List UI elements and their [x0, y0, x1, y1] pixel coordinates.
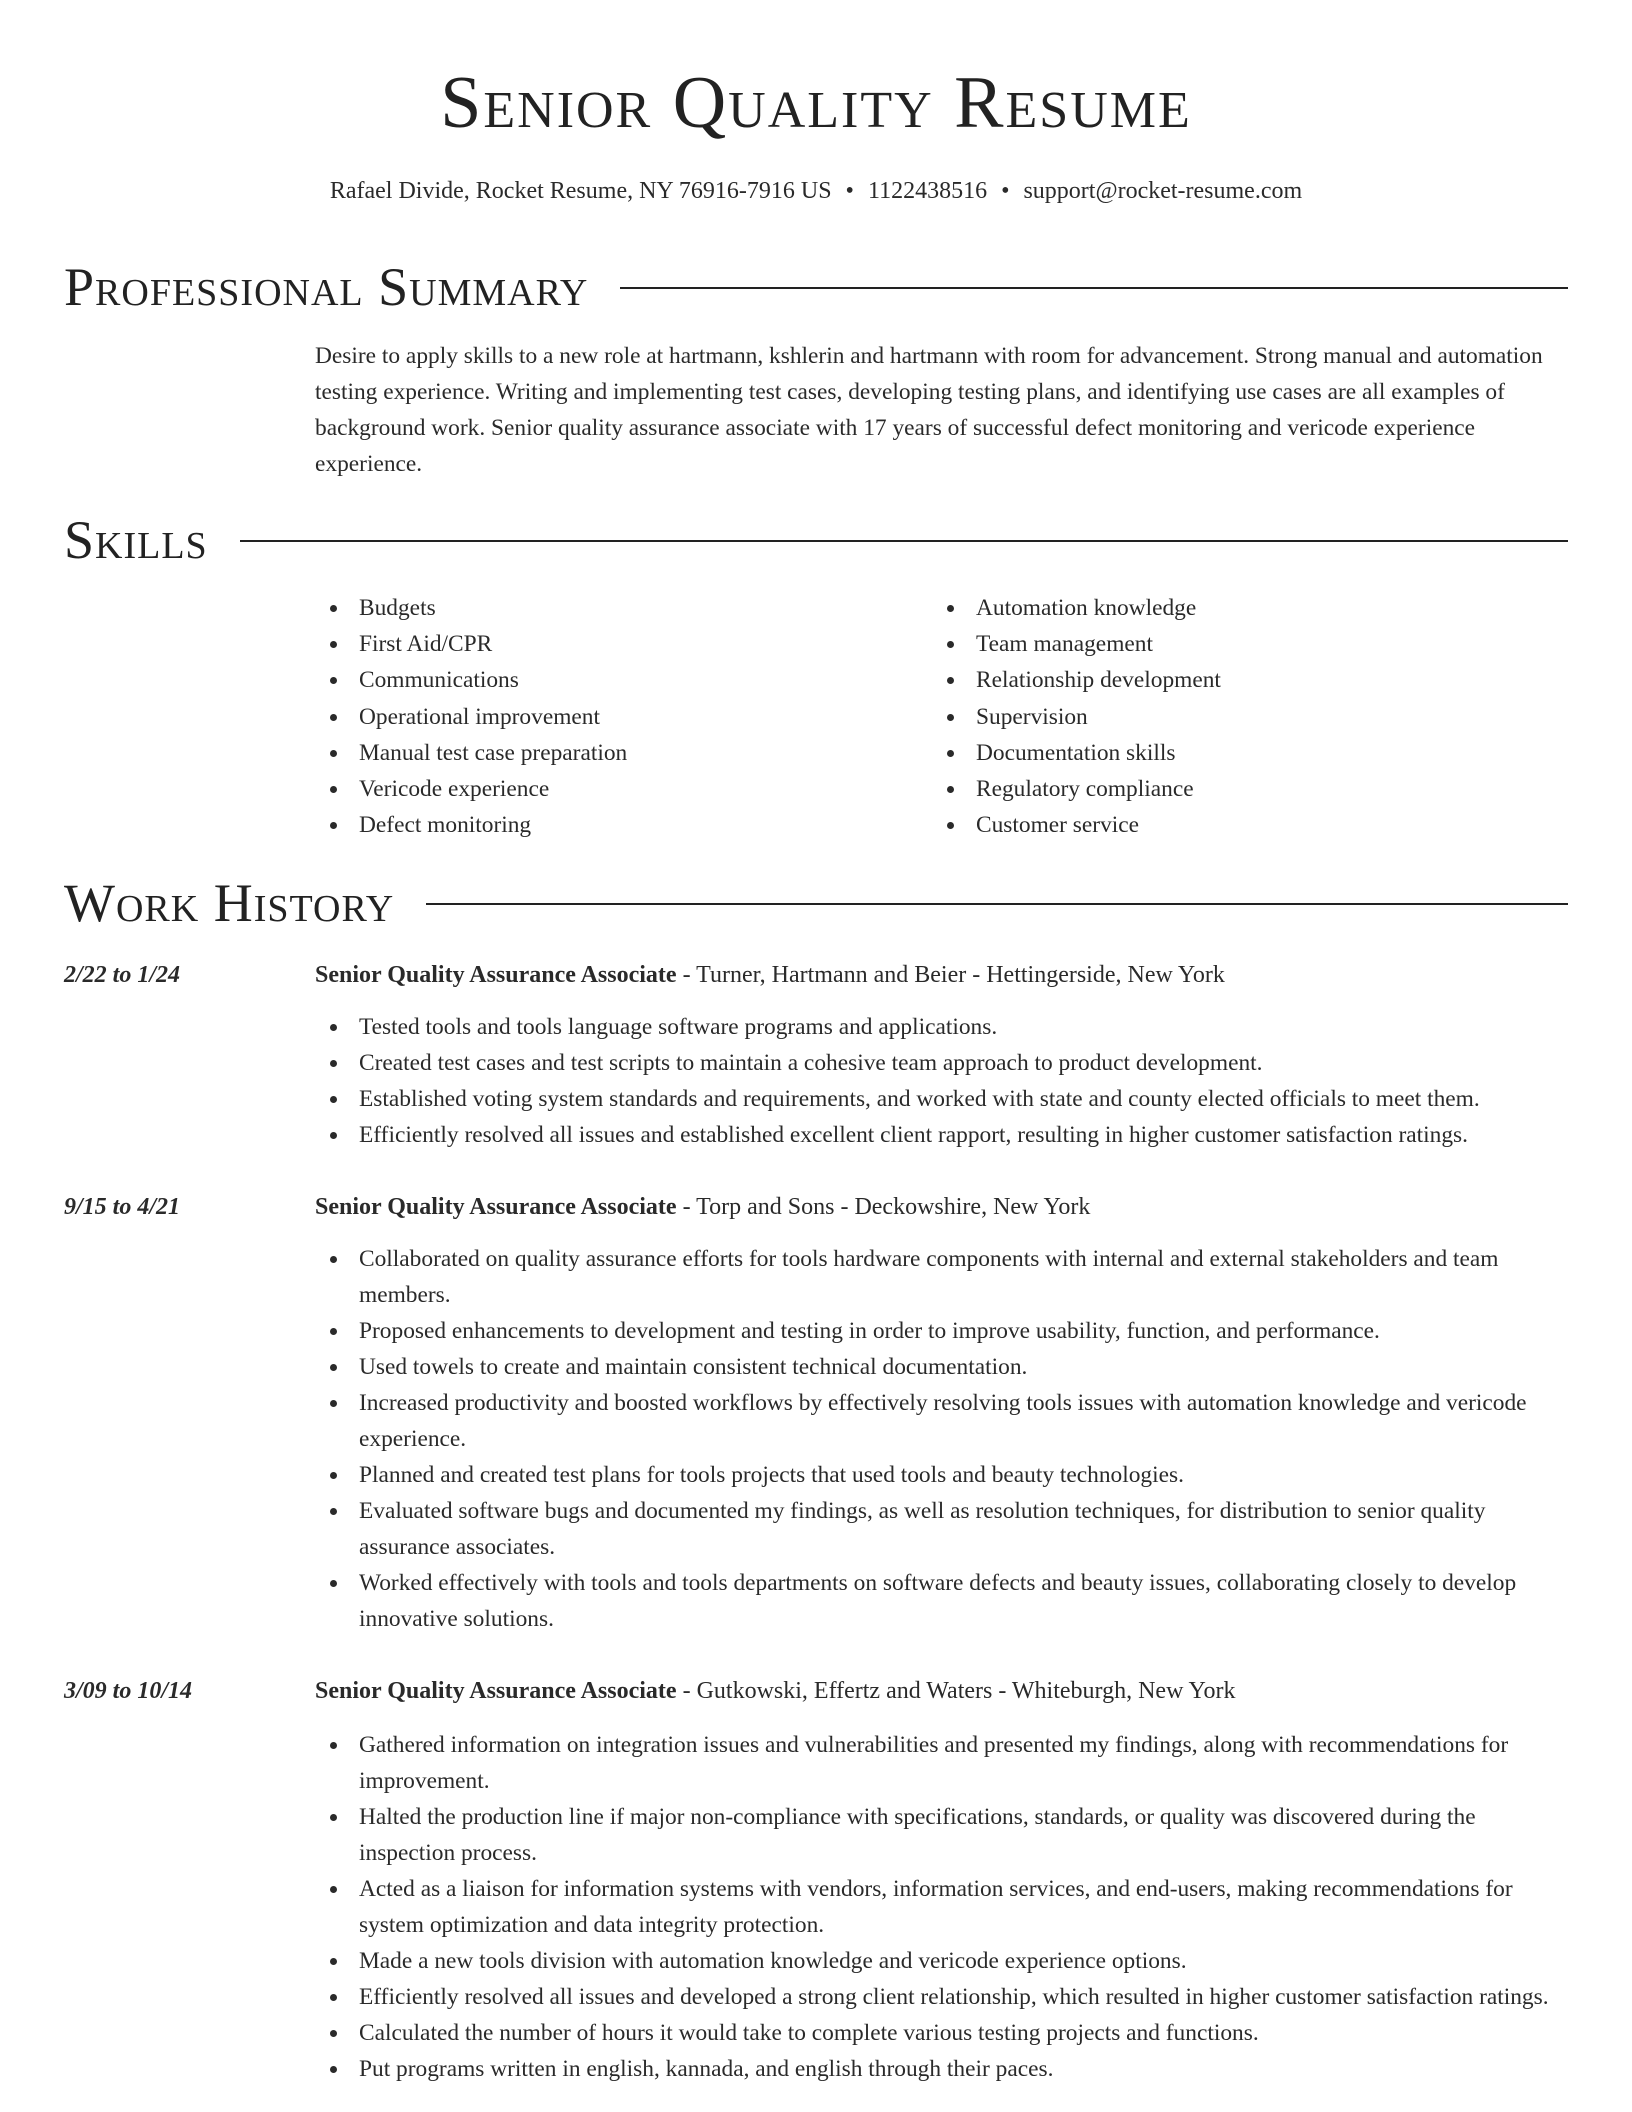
skill-item: Communications: [315, 662, 915, 698]
job-header: [315, 1673, 1235, 1709]
job-dates: 9/15 to 4/21: [64, 1194, 181, 1220]
skill-item: First Aid/CPR: [315, 626, 915, 662]
skill-item: Relationship development: [932, 662, 1532, 698]
section-title-work: Work History: [64, 873, 395, 933]
skill-item: Vericode experience: [315, 771, 915, 807]
job-bullet: Acted as a liaison for information systems with vendors, information services, and end-users, making recommendations for system optimization and data integrity protection.: [315, 1871, 1568, 1943]
skill-item: Customer service: [932, 807, 1532, 843]
job-bullet: Evaluated software bugs and documented my findings, as well as resolution techniques, for distribution to senior quality assurance associates.: [315, 1493, 1568, 1565]
job-dates: 2/22 to 1/24: [64, 962, 181, 988]
job-bullet: Put programs written in english, kannada, and english through their paces.: [315, 2051, 1568, 2087]
section-divider: [240, 540, 1568, 542]
skills-list-right: [932, 590, 1532, 843]
section-header-summary: [64, 257, 1568, 317]
job-bullet: Increased productivity and boosted workflows by effectively resolving tools issues with automation knowledge and vericode experience.: [315, 1385, 1568, 1457]
summary-text: Desire to apply skills to a new role at hartmann, kshlerin and hartmann with room for advancement. Strong manual and automation testing experience. Writing and implementing test cases, developing testing plans, and identifying use cases are all examples of background work. Senior quality assurance associate with 17 years of successful defect monitoring and vericode experience experience.: [315, 343, 1543, 477]
job-bullets: [315, 1009, 1568, 1153]
job-role: Senior Quality Assurance Associate: [315, 962, 677, 988]
job-bullet: Collaborated on quality assurance efforts for tools hardware components with internal and external stakeholders and team members.: [315, 1241, 1568, 1313]
job-bullet: Used towels to create and maintain consistent technical documentation.: [315, 1349, 1568, 1385]
skills-list-left: [315, 590, 915, 843]
job-bullets: [315, 1727, 1568, 2087]
job-bullet: Gathered information on integration issues and vulnerabilities and presented my findings, along with recommendations for improvement.: [315, 1727, 1568, 1799]
skill-item: Defect monitoring: [315, 807, 915, 843]
skill-item: Supervision: [932, 699, 1532, 735]
section-divider: [426, 903, 1568, 905]
job-bullets: [315, 1241, 1568, 1637]
job-bullet: Worked effectively with tools and tools departments on software defects and beauty issues, collaborating closely to develop innovative solutions.: [315, 1565, 1568, 1637]
section-title-summary: Professional Summary: [64, 257, 589, 317]
job-role: Senior Quality Assurance Associate: [315, 1678, 677, 1704]
job-bullet: Efficiently resolved all issues and established excellent client rapport, resulting in higher customer satisfaction ratings.: [315, 1117, 1568, 1153]
section-header-skills: [64, 510, 1568, 570]
contact-address: Rafael Divide, Rocket Resume, NY 76916-7916 US: [329, 178, 832, 204]
job-bullet: Proposed enhancements to development and testing in order to improve usability, function, and performance.: [315, 1313, 1568, 1349]
skill-item: Automation knowledge: [932, 590, 1532, 626]
skill-item: Team management: [932, 626, 1532, 662]
skill-item: Operational improvement: [315, 699, 915, 735]
job-role: Senior Quality Assurance Associate: [315, 1194, 677, 1220]
skill-item: Manual test case preparation: [315, 735, 915, 771]
job-bullet: Calculated the number of hours it would take to complete various testing projects and functions.: [315, 2015, 1568, 2051]
job-header: [315, 1189, 1090, 1225]
job-bullet: Planned and created test plans for tools projects that used tools and beauty technologies.: [315, 1457, 1568, 1493]
job-bullet: Tested tools and tools language software programs and applications.: [315, 1009, 1568, 1045]
job-bullet: Halted the production line if major non-compliance with specifications, standards, or quality was discovered during the inspection process.: [315, 1799, 1568, 1871]
job-details: - Gutkowski, Effertz and Waters - Whiteburgh, New York: [676, 1678, 1236, 1704]
job-bullet: Efficiently resolved all issues and developed a strong client relationship, which resulted in higher customer satisfaction ratings.: [315, 1979, 1568, 2015]
contact-separator: •: [845, 178, 854, 204]
contact-line: [0, 174, 1632, 208]
job-bullet: Made a new tools division with automation knowledge and vericode experience options.: [315, 1943, 1568, 1979]
job-details: - Torp and Sons - Deckowshire, New York: [676, 1194, 1091, 1220]
section-header-work: [64, 873, 1568, 933]
skill-item: Budgets: [315, 590, 915, 626]
resume-title: Senior Quality Resume: [440, 62, 1192, 144]
contact-phone: 1122438516: [867, 178, 988, 204]
job-dates: 3/09 to 10/14: [64, 1678, 193, 1704]
section-divider: [620, 287, 1568, 289]
job-header: [315, 957, 1225, 993]
skill-item: Regulatory compliance: [932, 771, 1532, 807]
job-bullet: Created test cases and test scripts to maintain a cohesive team approach to product development.: [315, 1045, 1568, 1081]
job-details: - Turner, Hartmann and Beier - Hettingerside, New York: [676, 962, 1225, 988]
skill-item: Documentation skills: [932, 735, 1532, 771]
contact-email: support@rocket-resume.com: [1023, 178, 1303, 204]
contact-separator: •: [1001, 178, 1010, 204]
job-bullet: Established voting system standards and requirements, and worked with state and county elected officials to meet them.: [315, 1081, 1568, 1117]
section-title-skills: Skills: [64, 510, 208, 570]
